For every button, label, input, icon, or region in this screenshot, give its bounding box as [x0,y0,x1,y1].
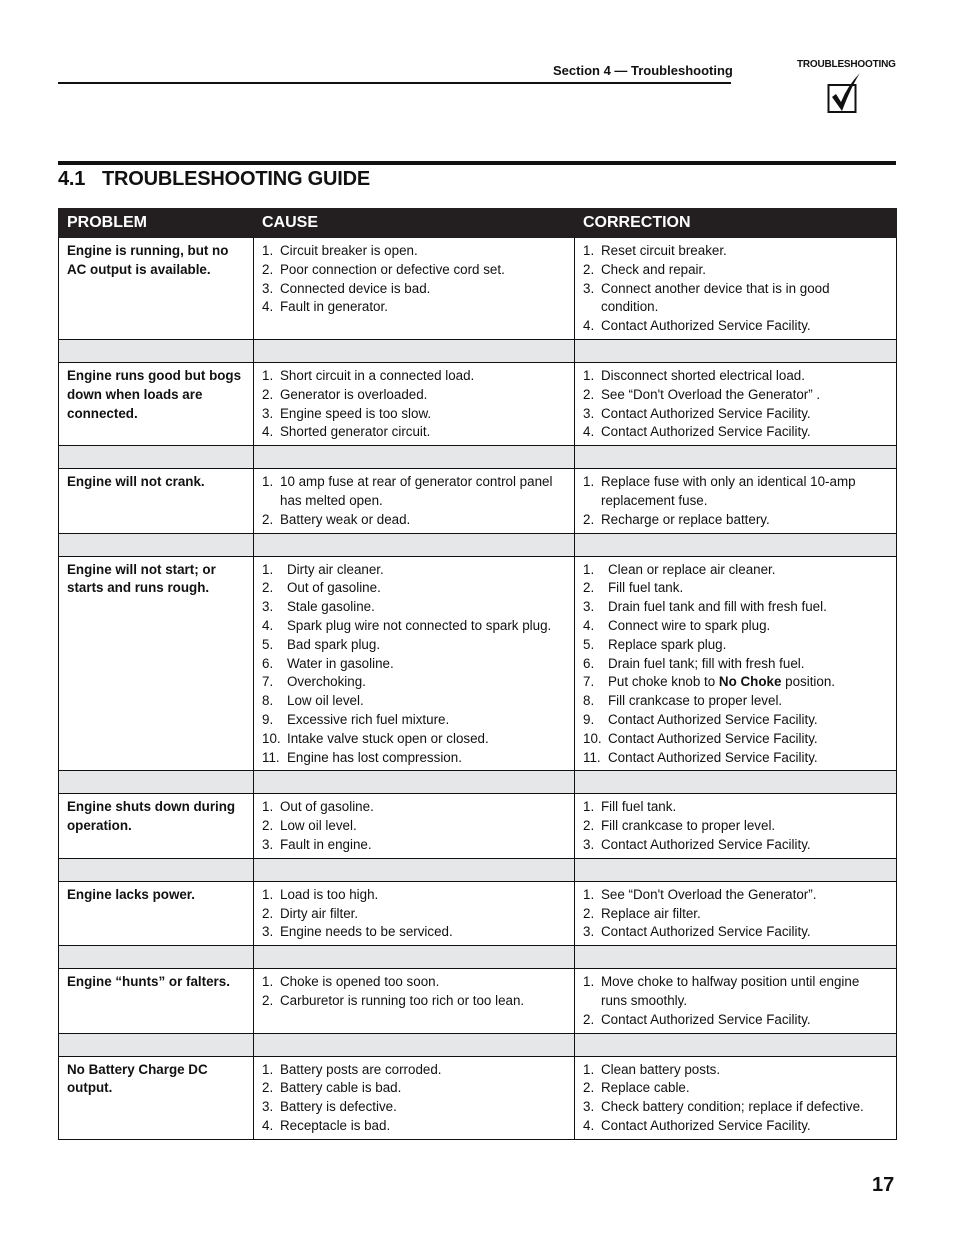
item-text: Low oil level. [287,693,364,709]
correction-cell [575,881,897,945]
item-text: Contact Authorized Service Facility. [601,424,811,440]
item-number: 2. [583,1080,595,1096]
page-title [58,168,370,191]
spacer-cell [254,946,575,969]
list-item [583,692,888,711]
item-text: Check battery condition; replace if defective. [601,1099,864,1115]
list-item [583,886,888,905]
spacer-cell [575,1033,897,1056]
correction-list [583,367,888,442]
item-text: Water in gasoline. [287,655,394,671]
spacer-cell [59,771,254,794]
list-item [262,561,566,580]
spacer-cell [59,533,254,556]
header-problem: PROBLEM [59,209,254,238]
spacer-cell [254,1033,575,1056]
item-number: 3. [583,405,595,421]
item-text: Fill fuel tank. [601,799,677,815]
spacer-row [59,858,897,881]
item-number: 1. [583,1061,595,1077]
item-number: 1. [262,974,274,990]
item-text: Drain fuel tank and fill with fresh fuel. [608,599,827,615]
cause-cell [254,794,575,858]
cause-list [262,473,566,529]
item-number: 2. [583,905,595,921]
item-number: 3. [262,405,274,421]
spacer-cell [575,771,897,794]
spacer-cell [254,858,575,881]
table-row [59,1056,897,1139]
list-item [262,298,566,317]
title-rule [58,161,896,165]
list-item [262,886,566,905]
item-number: 1. [583,561,595,577]
problem-cell: Engine will not crank. [59,469,254,533]
correction-cell [575,362,897,445]
cause-list [262,561,566,768]
item-text: Short circuit in a connected load. [280,367,475,383]
list-item [262,473,566,511]
item-text: Clean battery posts. [601,1061,721,1077]
spacer-cell [59,1033,254,1056]
item-text: Carburetor is running too rich or too lean. [280,992,525,1008]
item-number: 5. [262,636,274,652]
list-item [583,973,888,1011]
item-number: 4. [262,299,274,315]
cause-cell [254,556,575,771]
item-number: 1. [262,367,274,383]
item-text: Fault in generator. [280,299,388,315]
spacer-cell [575,533,897,556]
list-item [583,261,888,280]
list-item [583,923,888,942]
troubleshooting-table [58,208,897,1140]
item-number: 3. [262,1099,274,1115]
item-text: Overchoking. [287,674,366,690]
table-row [59,794,897,858]
list-item [583,636,888,655]
item-text: Contact Authorized Service Facility. [608,730,818,746]
item-text: Circuit breaker is open. [280,243,418,258]
item-number: 1. [583,243,595,258]
correction-list [583,242,888,336]
item-number: 4. [262,424,274,440]
cause-list [262,242,566,317]
item-number: 7. [583,674,595,690]
correction-list [583,886,888,942]
list-item [583,561,888,580]
item-text: Replace cable. [601,1080,690,1096]
list-item [262,1098,566,1117]
item-number: 1. [262,561,274,577]
spacer-cell [254,446,575,469]
badge-label: TROUBLESHOOTING [797,59,896,70]
spacer-row [59,771,897,794]
problem-cell: Engine “hunts” or falters. [59,969,254,1033]
correction-cell [575,794,897,858]
item-text: Spark plug wire not connected to spark plug. [287,617,552,633]
item-number: 2. [262,1080,274,1096]
spacer-cell [59,858,254,881]
list-item [262,836,566,855]
item-number: 4. [262,617,274,633]
list-item [262,367,566,386]
problem-cell: Engine will not start; or starts and runs rough. [59,556,254,771]
item-text: Receptacle is bad. [280,1117,391,1133]
list-item [583,1117,888,1136]
item-number: 11. [583,749,601,765]
spacer-cell [575,858,897,881]
item-number: 5. [583,636,595,652]
list-item [583,711,888,730]
item-text: Load is too high. [280,886,379,902]
item-text: 10 amp fuse at rear of generator control panel has melted open. [280,474,553,508]
correction-list [583,798,888,854]
item-text: Connected device is bad. [280,280,431,296]
item-number: 2. [583,1011,595,1027]
cause-cell [254,238,575,340]
spacer-row [59,533,897,556]
list-item [583,386,888,405]
correction-list [583,473,888,529]
list-item [583,905,888,924]
item-text: Battery is defective. [280,1099,397,1115]
item-text: Reset circuit breaker. [601,243,727,258]
list-item [262,973,566,992]
item-number: 2. [583,386,595,402]
item-text: Low oil level. [280,818,357,834]
item-text: Stale gasoline. [287,599,375,615]
list-item [583,730,888,749]
list-item [262,1061,566,1080]
cause-list [262,1061,566,1136]
item-text: Recharge or replace battery. [601,511,770,527]
item-text: Choke is opened too soon. [280,974,440,990]
list-item [262,423,566,442]
list-item [262,673,566,692]
list-item [583,405,888,424]
cause-cell [254,1056,575,1139]
item-text: Contact Authorized Service Facility. [601,1011,811,1027]
list-item [262,386,566,405]
item-number: 3. [262,599,274,615]
spacer-cell [254,533,575,556]
list-item [262,730,566,749]
cause-list [262,973,566,1011]
table-row [59,881,897,945]
item-number: 10. [583,730,602,746]
item-number: 2. [262,261,274,277]
item-text: Contact Authorized Service Facility. [608,711,818,727]
item-text: Connect another device that is in good condition. [601,280,830,315]
item-number: 2. [583,261,595,277]
problem-cell: Engine shuts down during operation. [59,794,254,858]
list-item [583,749,888,768]
item-number: 1. [262,886,274,902]
list-item [262,617,566,636]
checkmark-icon [827,71,861,115]
item-number: 2. [262,905,274,921]
item-number: 3. [583,1099,595,1115]
table-row [59,469,897,533]
spacer-cell [575,446,897,469]
spacer-cell [59,339,254,362]
spacer-row [59,1033,897,1056]
spacer-row [59,446,897,469]
problem-cell: Engine is running, but no AC output is available. [59,238,254,340]
item-number: 4. [262,1117,274,1133]
item-text: Poor connection or defective cord set. [280,261,505,277]
item-text: Drain fuel tank; fill with fresh fuel. [608,655,805,671]
item-number: 2. [583,818,595,834]
table-row [59,556,897,771]
table-row [59,969,897,1033]
list-item [262,992,566,1011]
item-text: Connect wire to spark plug. [608,617,771,633]
item-text: Disconnect shorted electrical load. [601,367,805,383]
correction-cell [575,238,897,340]
item-number: 8. [262,693,274,709]
item-number: 9. [262,711,274,727]
list-item [583,1061,888,1080]
title-text: TROUBLESHOOTING GUIDE [102,168,371,190]
item-text: Out of gasoline. [280,799,374,815]
spacer-cell [254,771,575,794]
item-text: Contact Authorized Service Facility. [601,836,811,852]
list-item [583,655,888,674]
item-text: Intake valve stuck open or closed. [287,730,489,746]
list-item [583,317,888,336]
item-number: 1. [262,1061,274,1077]
item-number: 2. [583,511,595,527]
cause-list [262,886,566,942]
spacer-row [59,339,897,362]
item-text: Clean or replace air cleaner. [608,561,776,577]
item-number: 3. [583,924,595,940]
item-number: 3. [262,280,274,296]
item-text: See “Don't Overload the Generator” . [601,386,821,402]
list-item [583,598,888,617]
list-item [583,280,888,318]
list-item [583,367,888,386]
item-text: Fill crankcase to proper level. [608,693,783,709]
item-text: Contact Authorized Service Facility. [601,405,811,421]
correction-cell [575,1056,897,1139]
item-number: 2. [262,511,274,527]
list-item [262,636,566,655]
list-item [583,836,888,855]
list-item [262,1117,566,1136]
item-number: 2. [262,818,274,834]
item-number: 1. [583,886,595,902]
cause-cell [254,469,575,533]
correction-cell [575,469,897,533]
item-number: 3. [583,280,595,296]
list-item [583,1098,888,1117]
item-number: 4. [583,318,595,334]
item-text: See “Don't Overload the Generator”. [601,886,817,902]
list-item [262,711,566,730]
section-number: 4.1 [58,168,86,190]
item-number: 11. [262,749,280,765]
item-text: Generator is overloaded. [280,386,428,402]
list-item [583,1079,888,1098]
item-number: 1. [583,974,595,990]
item-number: 3. [583,836,595,852]
correction-list [583,1061,888,1136]
item-text: Excessive rich fuel mixture. [287,711,450,727]
item-text: Replace spark plug. [608,636,727,652]
item-text: Engine has lost compression. [287,749,462,765]
correction-list [583,561,888,768]
list-item [262,692,566,711]
item-text: Bad spark plug. [287,636,381,652]
item-number: 2. [262,386,274,402]
item-text: Engine speed is too slow. [280,405,432,421]
item-text: Check and repair. [601,261,706,277]
item-number: 2. [583,580,595,596]
item-number: 8. [583,693,595,709]
item-text: Contact Authorized Service Facility. [608,749,818,765]
item-text: Fill crankcase to proper level. [601,818,776,834]
header-rule [58,82,731,84]
cause-cell [254,881,575,945]
list-item [262,261,566,280]
problem-cell: No Battery Charge DC output. [59,1056,254,1139]
item-number: 4. [583,1117,595,1133]
item-number: 1. [583,799,595,815]
list-item [262,905,566,924]
item-number: 3. [262,924,274,940]
section-header: Section 4 — Troubleshooting [553,63,733,78]
list-item [583,242,888,261]
list-item [262,280,566,299]
list-item [262,511,566,530]
problem-cell: Engine lacks power. [59,881,254,945]
item-number: 3. [583,599,595,615]
list-item [262,655,566,674]
item-number: 6. [583,655,595,671]
cause-list [262,367,566,442]
item-number: 1. [583,474,595,490]
item-text: Battery posts are corroded. [280,1061,442,1077]
item-number: 2. [262,580,274,596]
item-number: 4. [583,617,595,633]
item-text: Fill fuel tank. [608,580,684,596]
item-text: Contact Authorized Service Facility. [601,318,811,334]
item-number: 7. [262,674,274,690]
item-text: Replace fuse with only an identical 10-amp replacement fuse. [601,474,856,508]
item-text: Battery weak or dead. [280,511,411,527]
item-text: Out of gasoline. [287,580,381,596]
spacer-cell [254,339,575,362]
spacer-cell [575,946,897,969]
item-number: 9. [583,711,595,727]
item-text: Dirty air cleaner. [287,561,384,577]
cause-list [262,798,566,854]
table-header-row [59,209,897,238]
item-text: Replace air filter. [601,905,701,921]
list-item [262,1079,566,1098]
correction-cell [575,969,897,1033]
page-number: 17 [872,1174,895,1196]
item-text: Dirty air filter. [280,905,359,921]
problem-cell: Engine runs good but bogs down when loads are connected. [59,362,254,445]
item-text: Engine needs to be serviced. [280,924,453,940]
list-item [262,798,566,817]
list-item [583,798,888,817]
list-item [583,817,888,836]
item-number: 2. [262,992,274,1008]
item-number: 1. [262,243,274,258]
item-text: Battery cable is bad. [280,1080,402,1096]
item-text: Put choke knob to No Choke position. [608,674,836,690]
item-number: 1. [262,799,274,815]
item-number: 1. [583,367,595,383]
list-item [262,817,566,836]
table-row [59,362,897,445]
list-item [583,423,888,442]
list-item [583,511,888,530]
item-text: Fault in engine. [280,836,372,852]
item-number: 1. [262,474,274,490]
item-text: Contact Authorized Service Facility. [601,1117,811,1133]
table-row [59,238,897,340]
list-item [262,242,566,261]
spacer-cell [575,339,897,362]
table-body [59,238,897,1140]
item-text: Shorted generator circuit. [280,424,431,440]
item-number: 10. [262,730,281,746]
list-item [262,405,566,424]
header-cause: CAUSE [254,209,575,238]
item-number: 6. [262,655,274,671]
list-item [583,473,888,511]
header-correction: CORRECTION [575,209,897,238]
spacer-cell [59,446,254,469]
list-item [262,749,566,768]
list-item [583,579,888,598]
list-item [262,579,566,598]
troubleshooting-badge [797,59,899,70]
list-item [583,617,888,636]
list-item [262,923,566,942]
spacer-row [59,946,897,969]
list-item [583,673,888,692]
cause-cell [254,362,575,445]
item-text: Contact Authorized Service Facility. [601,924,811,940]
spacer-cell [59,946,254,969]
correction-cell [575,556,897,771]
cause-cell [254,969,575,1033]
item-number: 3. [262,836,274,852]
item-number: 4. [583,424,595,440]
list-item [583,1011,888,1030]
item-text: Move choke to halfway position until engine runs smoothly. [601,974,860,1008]
list-item [262,598,566,617]
correction-list [583,973,888,1029]
